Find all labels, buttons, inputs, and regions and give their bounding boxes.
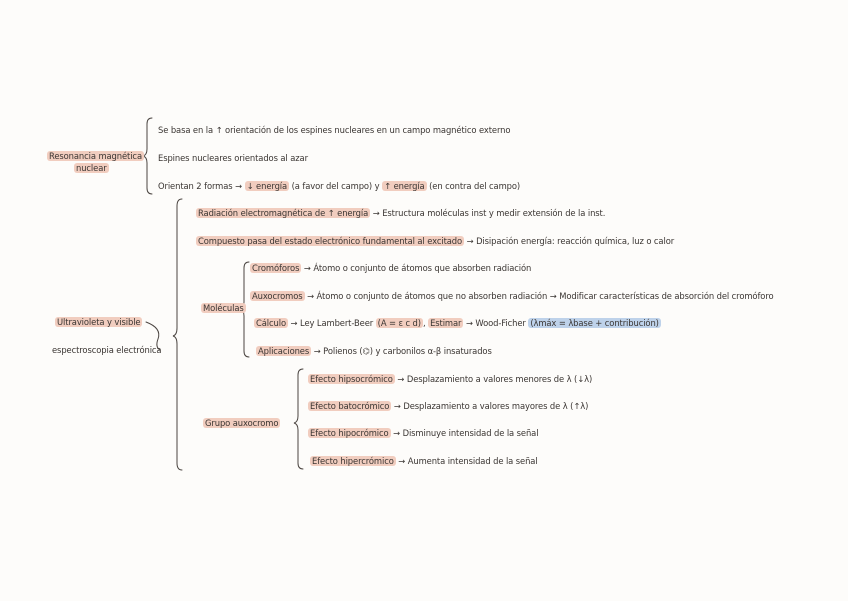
grupo-bracket	[294, 369, 303, 469]
rmn-line-1: Se basa en la ↑ orientación de los espines nucleares en un campo magnético externo	[158, 125, 511, 135]
uv-title-line2: espectroscopia electrónica	[52, 345, 162, 355]
uv-title-line1: Ultravioleta y visible	[57, 317, 141, 327]
rmn-title-line1: Resonancia magnética	[49, 151, 142, 161]
calculo-line: Cálculo → Ley Lambert-Beer (A = ε c d) , Estimar → Wood-Ficher (λmáx = λbase + contribución)	[256, 318, 659, 328]
efecto-hipercromico-line: Efecto hipercrómico → Aumenta intensidad de la señal	[312, 456, 538, 466]
rmn-title-line2: nuclear	[76, 163, 107, 173]
molecules-label: Moléculas	[203, 303, 244, 313]
uv-main-bracket	[173, 199, 182, 470]
uv-compound-line: Compuesto pasa del estado electrónico fundamental al excitado → Disipación energía: reacción química, luz o calor	[198, 236, 675, 246]
rmn-line-2: Espines nucleares orientados al azar	[158, 153, 308, 163]
efecto-batocromico-line: Efecto batocrómico → Desplazamiento a valores mayores de λ (↑λ)	[310, 401, 589, 411]
cromoforos-line: Cromóforos → Átomo o conjunto de átomos que absorben radiación	[252, 263, 532, 273]
rmn-bracket	[143, 118, 152, 194]
aplicaciones-line: Aplicaciones → Polienos (⌬) y carbonilos α-β insaturados	[258, 346, 492, 356]
grupo-auxocromo-label: Grupo auxocromo	[205, 418, 279, 428]
efecto-hipocromico-line: Efecto hipocrómico → Disminuye intensidad de la señal	[310, 428, 539, 438]
rmn-line-3: Orientan 2 formas → ↓ energía (a favor del campo) y ↑ energía (en contra del campo)	[158, 181, 521, 191]
efecto-hipsocromico-line: Efecto hipsocrómico → Desplazamiento a valores menores de λ (↓λ)	[310, 374, 593, 384]
uv-radiation-line: Radiación electromagnética de ↑ energía → Estructura moléculas inst y medir extensión de la inst.	[198, 208, 606, 218]
auxocromos-line: Auxocromos → Átomo o conjunto de átomos que no absorben radiación → Modificar características de absorción del cromóforo	[252, 291, 774, 301]
